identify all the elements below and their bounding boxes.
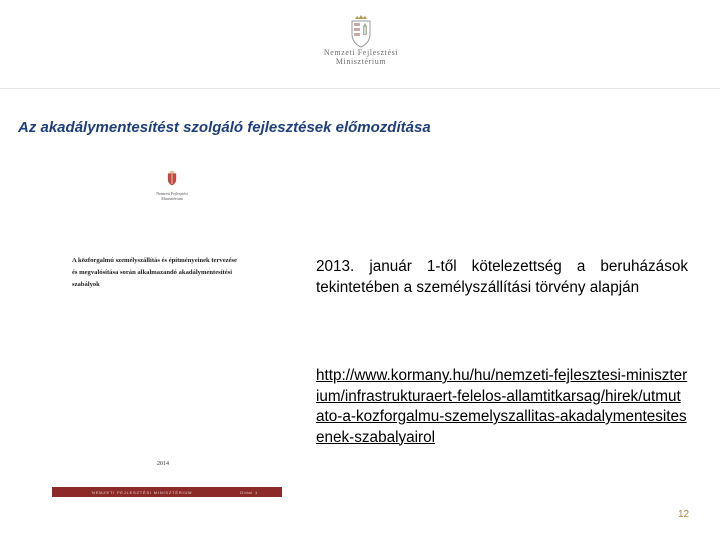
coat-of-arms-icon	[348, 14, 374, 48]
header-divider	[0, 88, 720, 89]
document-footer-page: Oldal 1	[239, 489, 258, 495]
document-logo	[152, 170, 192, 201]
page-number: 12	[678, 509, 690, 520]
logo-text-line2: Minisztérium	[335, 57, 387, 66]
document-title-line1: A közforgalmú személyszállítás és építményeinek tervezése	[72, 257, 237, 264]
document-footer-org: NEMZETI FEJLESZTÉSI MINISZTÉRIUM	[92, 489, 193, 495]
body-text: 2013. január 1-től kötelezettség a beruházások tekintetében a személyszállítási törvény alapján	[316, 258, 688, 296]
ministry-logo	[318, 14, 404, 84]
document-title	[72, 255, 272, 291]
document-coat-of-arms-icon	[166, 170, 178, 186]
logo-text-line1: Nemzeti Fejlesztési	[323, 48, 399, 57]
document-title-line3: szabályok	[72, 281, 100, 288]
guide-link[interactable]: http://www.kormany.hu/hu/nemzeti-fejlesztesi-miniszterium/infrastrukturaert-felelos-allamtitkarsag/hirek/utmutato-a-kozforgalmu-szemelyszallitas-akadalymentesitesenek-szabalyairol	[316, 367, 688, 446]
document-title-line2: és megvalósítása során alkalmazandó akadálymentesítési	[72, 269, 233, 276]
document-logo-text: Nemzeti Fejlesztési Minisztérium	[156, 191, 188, 201]
slide-title: Az akadálymentesítést szolgáló fejlesztések előmozdítása	[18, 119, 431, 136]
document-year: 2014	[157, 461, 169, 467]
document-cover-thumbnail	[52, 165, 282, 497]
document-footer-band	[52, 487, 282, 497]
